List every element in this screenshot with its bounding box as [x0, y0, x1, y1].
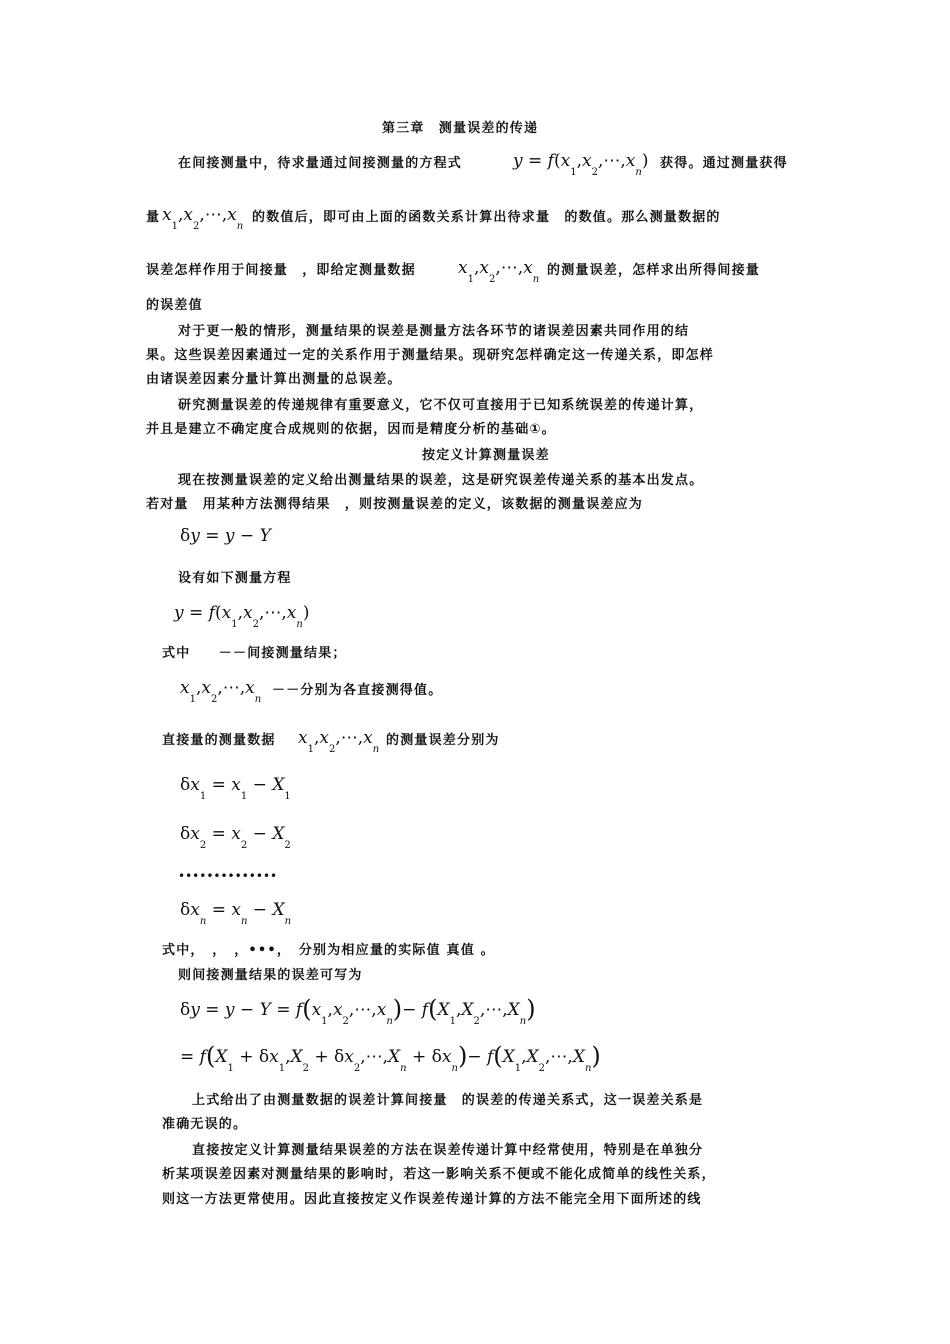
paragraph-1-line-1a: 在间接测量中，待求量通过间接测量的方程式 [178, 156, 463, 171]
where-clause-1: 式中 －－间接测量结果； [162, 646, 347, 661]
paragraph-2-line-2: 果。这些误差因素通过一定的关系作用于测量结果。现研究怎样确定这一传递关系，即怎样 [146, 348, 715, 363]
formula-direct-values-4: $x_1,x_2,\cdots,x_n$ [298, 728, 380, 755]
paragraph-3-line-1: 研究测量误差的传递规律有重要意义，它不仅可直接用于已知系统误差的传递计算， [178, 398, 704, 413]
paragraph-6b: 的测量误差分别为 [386, 733, 500, 748]
section-heading: 按定义计算测量误差 [422, 448, 550, 463]
paragraph-5: 设有如下测量方程 [178, 571, 292, 586]
formula-direct-values-3: $x_1,x_2,\cdots,x_n$ [180, 678, 262, 705]
formula-error-x2: $\delta x_2 = x_2 - X_2$ [180, 824, 291, 851]
paragraph-1-line-3a: 误差怎样作用于间接量 ，即给定测量数据 [146, 263, 416, 278]
paragraph-6a: 直接量的测量数据 [162, 733, 276, 748]
paragraph-4-line-2: 若对量 用某种方法测得结果 ，则按测量误差的定义，该数据的测量误差应为 [146, 497, 644, 512]
paragraph-1-line-2b: 的数值后，即可由上面的函数关系计算出待求量 的数值。那么测量数据的 [252, 210, 721, 225]
paragraph-9-line-3: 则这一方法更常使用。因此直接按定义作误差传递计算的方法不能完全用下面所述的线 [162, 1192, 702, 1207]
paragraph-3-line-2: 并且是建立不确定度合成规则的依据，因而是精度分析的基础①。 [146, 422, 556, 437]
formula-direct-values-1: $x_1,x_2,\cdots,x_n$ [162, 205, 244, 232]
paragraph-1-line-2a: 量 [146, 210, 161, 225]
paragraph-9-line-2: 析某项误差因素对测量结果的影响时，若这一影响关系不便或不能化成简单的线性关系， [162, 1167, 716, 1182]
formula-indirect-error-line-1: $\delta y = y - Y = f(x_1,x_2,\cdots,x_n)-$ $f(X_1,X_2,\cdots,X_n)$ [180, 995, 536, 1027]
ellipsis-dots: •••••••••••••• [178, 869, 278, 883]
formula-measurement-equation-inline: $y = f(x_1,x_2,\cdots,x_n)$ [513, 151, 649, 178]
paragraph-1-line-4: 的误差值 [146, 298, 203, 313]
formula-direct-values-2: $x_1,x_2,\cdots,x_n$ [458, 258, 540, 285]
paragraph-2-line-3: 由诸误差因素分量计算出测量的总误差。 [146, 372, 402, 387]
paragraph-1-line-3b: 的测量误差，怎样求出所得间接量 [547, 263, 761, 278]
formula-error-definition: δy = y − Y [180, 526, 271, 546]
formula-error-x1: $\delta x_1 = x_1 - X_1$ [180, 775, 291, 802]
paragraph-9-line-1: 直接按定义计算测量结果误差的方法在误差传递计算中经常使用，特别是在单独分 [192, 1143, 704, 1158]
where-clause-2: －－分别为各直接测得值。 [272, 683, 443, 698]
page-title: 第三章 测量误差的传递 [382, 121, 539, 136]
where-clause-3: 式中， ， ，•••， 分别为相应量的实际值 真值 。 [162, 943, 495, 958]
paragraph-7: 则间接测量结果的误差可写为 [178, 968, 363, 983]
formula-measurement-equation: $y = f(x_1,x_2,\cdots,x_n)$ [174, 603, 310, 630]
paragraph-8-line-1: 上式给出了由测量数据的误差计算间接量 的误差的传递关系式，这一误差关系是 [192, 1093, 704, 1108]
paragraph-4-line-1: 现在按测量误差的定义给出测量结果的误差，这是研究误差传递关系的基本出发点。 [178, 473, 704, 488]
formula-indirect-error-line-2: = $f(X_1 + \delta x_1,X_2$ + $\delta x_2,\cdots,X_n + \delta x_n)-$ $f(X_1,X_2,\cdots,X_n)$ [180, 1042, 601, 1074]
formula-error-xn: $\delta x_n = x_n - X_n$ [180, 900, 292, 927]
paragraph-2-line-1: 对于更一般的情形，测量结果的误差是测量方法各环节的诸误差因素共同作用的结 [178, 324, 690, 339]
paragraph-8-line-2: 准确无误的。 [162, 1117, 248, 1132]
paragraph-1-line-1b: 获得。通过测量获得 [660, 156, 788, 171]
